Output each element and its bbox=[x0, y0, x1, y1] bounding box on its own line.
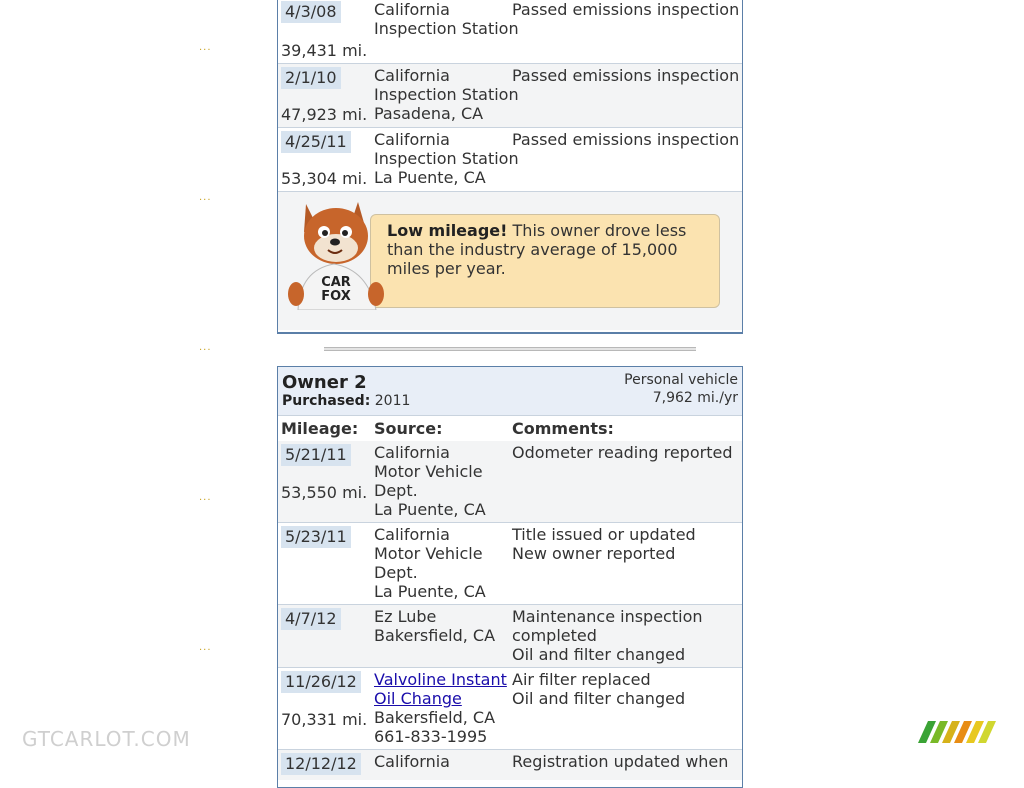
source-line: California bbox=[374, 525, 450, 544]
source-line: Ez Lube bbox=[374, 607, 437, 626]
callout-text bbox=[387, 221, 712, 278]
owner-header bbox=[278, 367, 742, 416]
low-mileage-callout bbox=[370, 214, 720, 308]
source-line: Dept. bbox=[374, 563, 418, 582]
comment-line: completed bbox=[512, 626, 597, 645]
record-date: 12/12/12 bbox=[281, 753, 361, 775]
record-date: 4/3/08 bbox=[281, 1, 341, 23]
owner-title: Owner 2 bbox=[282, 372, 367, 393]
callout-body: This owner drove less than the industry average of 15,000 miles per year. bbox=[387, 221, 687, 278]
record-source bbox=[374, 752, 508, 771]
record-source bbox=[374, 0, 519, 38]
record-mileage: 53,550 mi. bbox=[281, 483, 368, 502]
record-source bbox=[374, 130, 519, 187]
service-shop-link[interactable]: Valvoline Instant bbox=[374, 670, 507, 689]
source-line: Motor Vehicle bbox=[374, 462, 483, 481]
source-line: Inspection Station bbox=[374, 149, 519, 168]
purchased-label: Purchased: bbox=[282, 393, 371, 409]
source-line: California bbox=[374, 130, 450, 149]
site-watermark: GTCARLOT.COM bbox=[22, 727, 191, 751]
table-row bbox=[278, 441, 742, 523]
source-line: Inspection Station bbox=[374, 19, 519, 38]
source-line: California bbox=[374, 66, 450, 85]
owner-1-history-panel bbox=[277, 0, 743, 334]
record-date: 4/25/11 bbox=[281, 131, 351, 153]
bullet-dots: ··· bbox=[199, 45, 212, 56]
record-comments bbox=[512, 525, 738, 563]
brand-stripes-icon bbox=[918, 721, 998, 743]
purchased-value: 2011 bbox=[374, 393, 411, 409]
record-date: 2/1/10 bbox=[281, 67, 341, 89]
column-header-source: Source: bbox=[374, 419, 443, 438]
record-date: 11/26/12 bbox=[281, 671, 361, 693]
column-headers bbox=[278, 415, 742, 442]
column-header-mileage: Mileage: bbox=[281, 419, 359, 438]
comment-line: Air filter replaced bbox=[512, 670, 651, 689]
bullet-dots: ··· bbox=[199, 195, 212, 206]
table-row bbox=[278, 750, 742, 780]
table-row bbox=[278, 523, 742, 605]
callout-bold: Low mileage! bbox=[387, 221, 508, 240]
comment-line: Odometer reading reported bbox=[512, 443, 733, 462]
source-line: Dept. bbox=[374, 481, 418, 500]
record-comments bbox=[512, 130, 738, 149]
comment-line: Oil and filter changed bbox=[512, 689, 686, 708]
source-line: Bakersfield, CA bbox=[374, 626, 496, 645]
column-header-comments: Comments: bbox=[512, 419, 614, 438]
record-mileage: 53,304 mi. bbox=[281, 169, 368, 188]
source-line: La Puente, CA bbox=[374, 500, 486, 519]
section-divider bbox=[324, 347, 696, 351]
record-comments bbox=[512, 670, 738, 708]
record-mileage: 39,431 mi. bbox=[281, 41, 368, 60]
table-row bbox=[278, 605, 742, 668]
service-shop-link[interactable]: Oil Change bbox=[374, 689, 462, 708]
comment-line: Oil and filter changed bbox=[512, 645, 686, 664]
comment-line: Maintenance inspection bbox=[512, 607, 703, 626]
source-line: Inspection Station bbox=[374, 85, 519, 104]
owner-usage bbox=[624, 371, 738, 407]
owner-2-panel bbox=[277, 366, 743, 788]
source-line: California bbox=[374, 0, 450, 19]
record-comments bbox=[512, 66, 738, 85]
record-source bbox=[374, 607, 508, 645]
record-source bbox=[374, 670, 508, 746]
record-source bbox=[374, 66, 519, 123]
comment-line: Passed emissions inspection bbox=[512, 0, 740, 19]
fox-shirt-text: CAR bbox=[321, 275, 351, 290]
record-date: 5/21/11 bbox=[281, 444, 351, 466]
source-line: California bbox=[374, 443, 450, 462]
bullet-dots: ··· bbox=[199, 495, 212, 506]
carfox-mascot-icon bbox=[284, 198, 388, 310]
vehicle-type: Personal vehicle bbox=[624, 372, 738, 388]
record-comments bbox=[512, 443, 738, 462]
record-comments bbox=[512, 752, 738, 771]
table-row bbox=[278, 668, 742, 750]
record-date: 5/23/11 bbox=[281, 526, 351, 548]
bullet-dots: ··· bbox=[199, 645, 212, 656]
table-row bbox=[278, 64, 742, 128]
source-line: Pasadena, CA bbox=[374, 104, 484, 123]
record-mileage: 47,923 mi. bbox=[281, 105, 368, 124]
comment-line: New owner reported bbox=[512, 544, 676, 563]
record-comments bbox=[512, 607, 738, 664]
record-comments bbox=[512, 0, 738, 19]
comment-line: Passed emissions inspection bbox=[512, 66, 740, 85]
source-line: La Puente, CA bbox=[374, 582, 486, 601]
table-row bbox=[278, 0, 742, 64]
record-source bbox=[374, 525, 508, 601]
source-line: California bbox=[374, 752, 450, 771]
table-row bbox=[278, 128, 742, 192]
low-mileage-section bbox=[278, 192, 742, 330]
comment-line: Title issued or updated bbox=[512, 525, 696, 544]
record-date: 4/7/12 bbox=[281, 608, 341, 630]
source-line: Bakersfield, CA bbox=[374, 708, 496, 727]
owner-purchased bbox=[282, 393, 410, 409]
record-mileage: 70,331 mi. bbox=[281, 710, 368, 729]
source-phone: 661-833-1995 bbox=[374, 727, 488, 746]
miles-per-year: 7,962 mi./yr bbox=[652, 390, 738, 406]
fox-shirt-text: FOX bbox=[321, 289, 351, 304]
source-line: Motor Vehicle bbox=[374, 544, 483, 563]
record-source bbox=[374, 443, 508, 519]
bullet-dots: ··· bbox=[199, 345, 212, 356]
comment-line: Passed emissions inspection bbox=[512, 130, 740, 149]
comment-line: Registration updated when bbox=[512, 752, 729, 771]
source-line: La Puente, CA bbox=[374, 168, 486, 187]
